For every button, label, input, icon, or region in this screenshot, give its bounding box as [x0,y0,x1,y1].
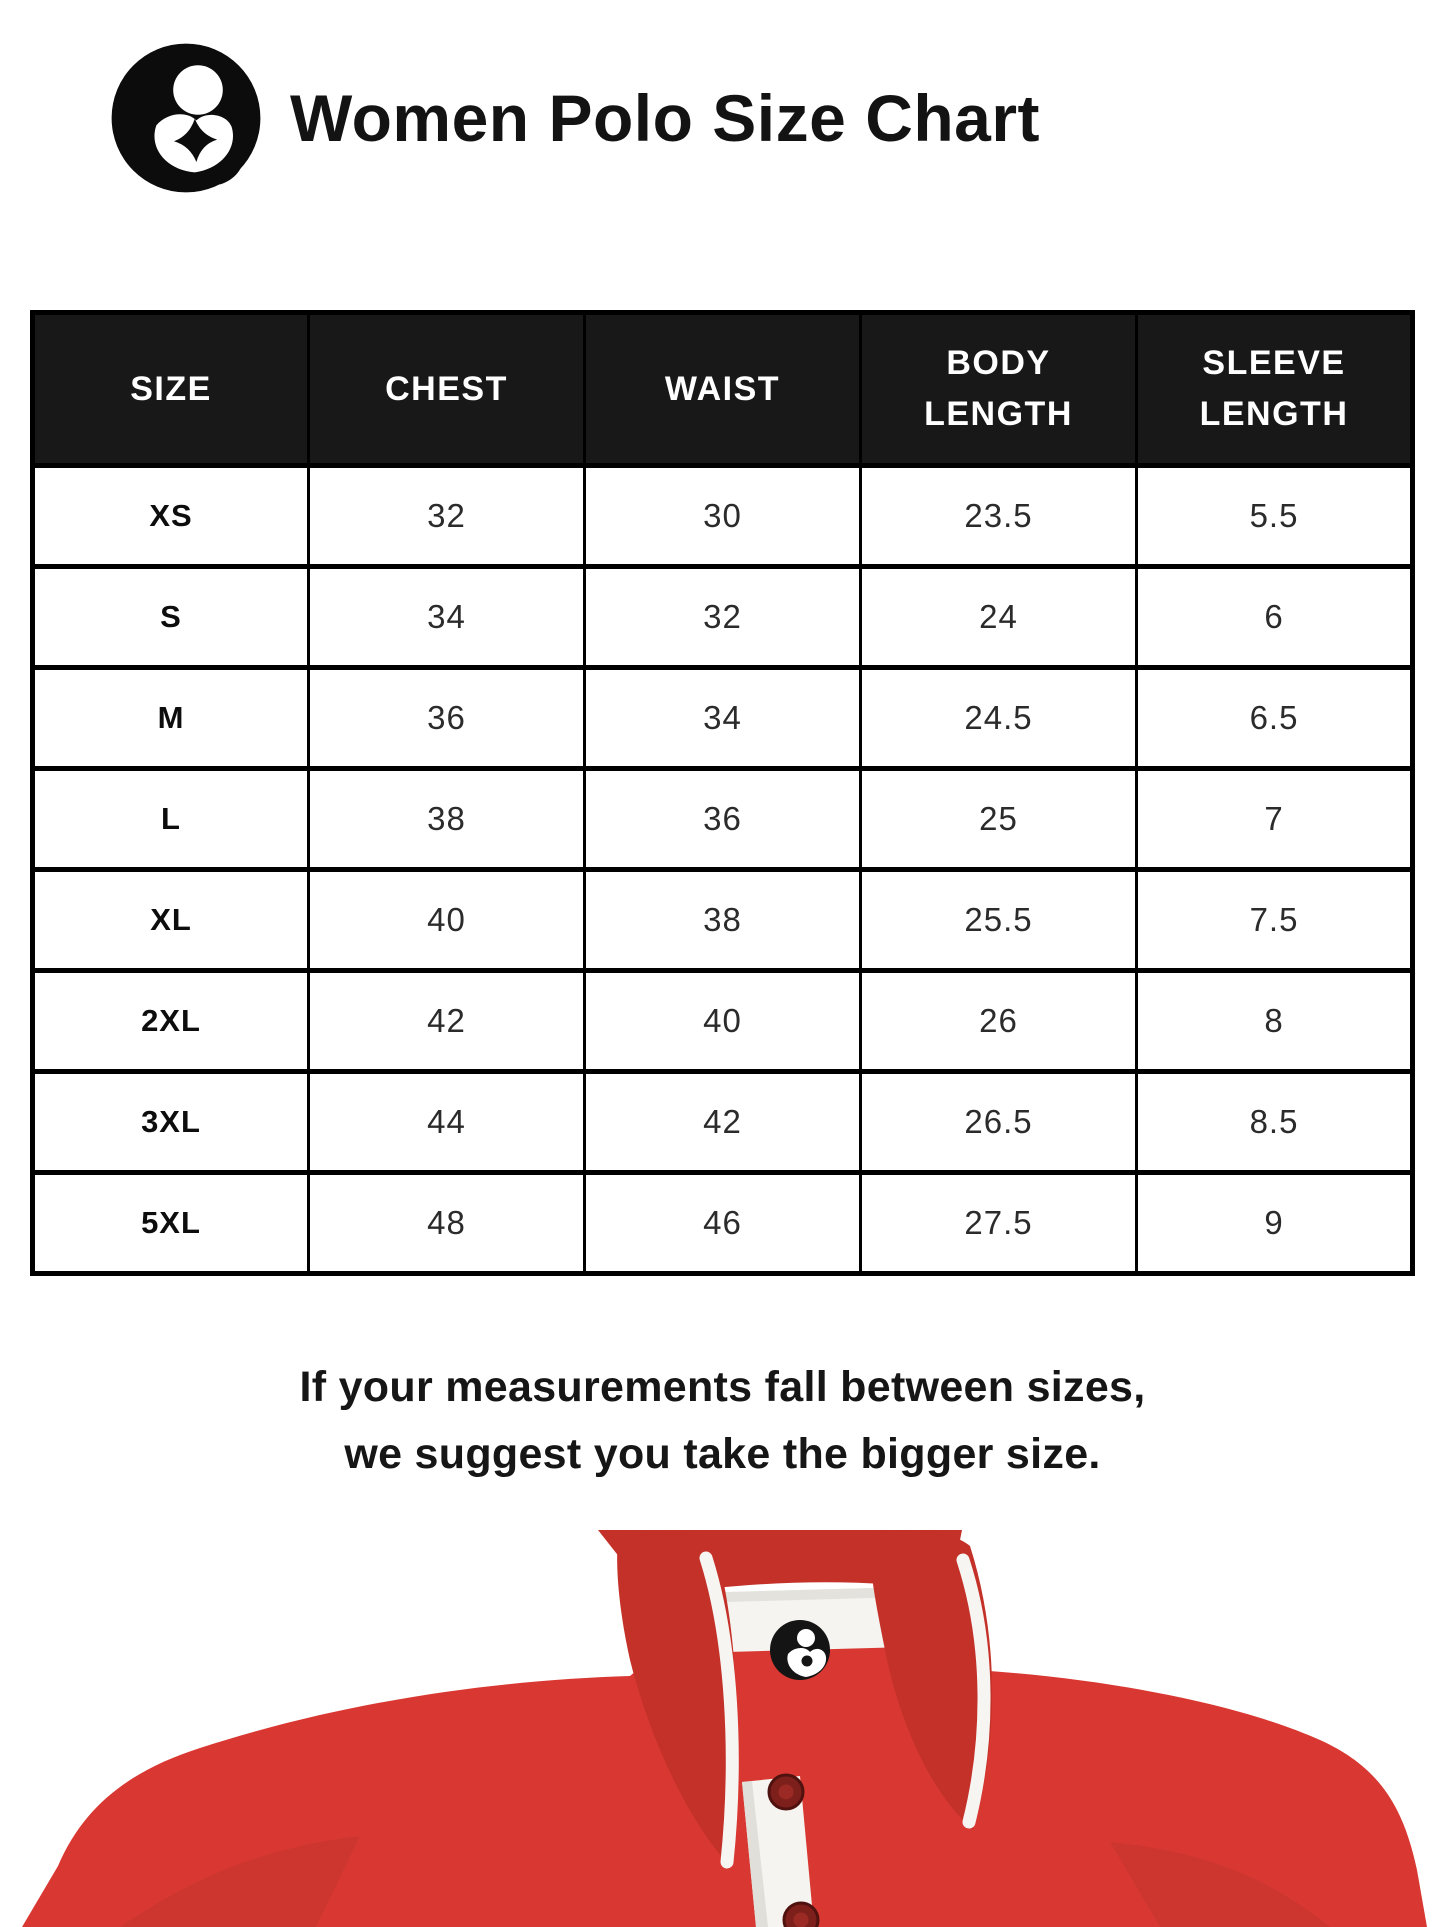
table-body [33,466,1413,1274]
table-cell: 38 [585,870,861,971]
table-cell: 40 [585,971,861,1072]
table-cell: 8.5 [1137,1072,1413,1173]
table-row [33,1173,1413,1274]
table-cell: 6.5 [1137,668,1413,769]
page-header [110,0,1445,194]
sizing-note [0,1354,1445,1487]
table-cell: XL [33,870,309,971]
table-header [33,313,1413,466]
table-cell: 34 [309,567,585,668]
page-title: Women Polo Size Chart [290,81,1041,155]
table-cell: 23.5 [861,466,1137,567]
sizing-note-line2: we suggest you take the bigger size. [344,1429,1101,1478]
table-row [33,466,1413,567]
sizing-note-line1: If your measurements fall between sizes, [299,1363,1146,1411]
table-row [33,567,1413,668]
table-header-row [33,313,1413,466]
size-chart-table [30,310,1415,1276]
table-cell: 32 [309,466,585,567]
table-cell: 8 [1137,971,1413,1072]
table-cell: 30 [585,466,861,567]
table-row [33,971,1413,1072]
table-cell: 26 [861,971,1137,1072]
table-cell: 48 [309,1173,585,1274]
table-cell: 2XL [33,971,309,1072]
table-cell: 3XL [33,1072,309,1173]
table-cell: 9 [1137,1173,1413,1274]
table-cell: 27.5 [861,1173,1137,1274]
table-cell: 44 [309,1072,585,1173]
column-header-waist: WAIST [585,313,861,466]
table-cell: 38 [309,769,585,870]
table-cell: 42 [309,971,585,1072]
column-header-body-length: BODY LENGTH [861,313,1137,466]
polo-shirt-image [0,1530,1445,1927]
table-row [33,1072,1413,1173]
column-header-chest: CHEST [309,313,585,466]
column-header-size: SIZE [33,313,309,466]
table-cell: L [33,769,309,870]
table-cell: M [33,668,309,769]
table-cell: 7 [1137,769,1413,870]
table-cell: 40 [309,870,585,971]
table-cell: 36 [585,769,861,870]
table-cell: XS [33,466,309,567]
table-cell: 32 [585,567,861,668]
table-cell: 25.5 [861,870,1137,971]
table-cell: 36 [309,668,585,769]
column-header-sleeve-length: SLEEVE LENGTH [1137,313,1413,466]
table-cell: 6 [1137,567,1413,668]
table-cell: 26.5 [861,1072,1137,1173]
table-cell: S [33,567,309,668]
brand-logo-icon [110,42,262,194]
table-cell: 7.5 [1137,870,1413,971]
table-cell: 46 [585,1173,861,1274]
table-cell: 5.5 [1137,466,1413,567]
table-row [33,668,1413,769]
table-cell: 25 [861,769,1137,870]
table-cell: 24 [861,567,1137,668]
table-cell: 34 [585,668,861,769]
table-row [33,870,1413,971]
table-cell: 5XL [33,1173,309,1274]
table-cell: 24.5 [861,668,1137,769]
table-cell: 42 [585,1072,861,1173]
table-row [33,769,1413,870]
